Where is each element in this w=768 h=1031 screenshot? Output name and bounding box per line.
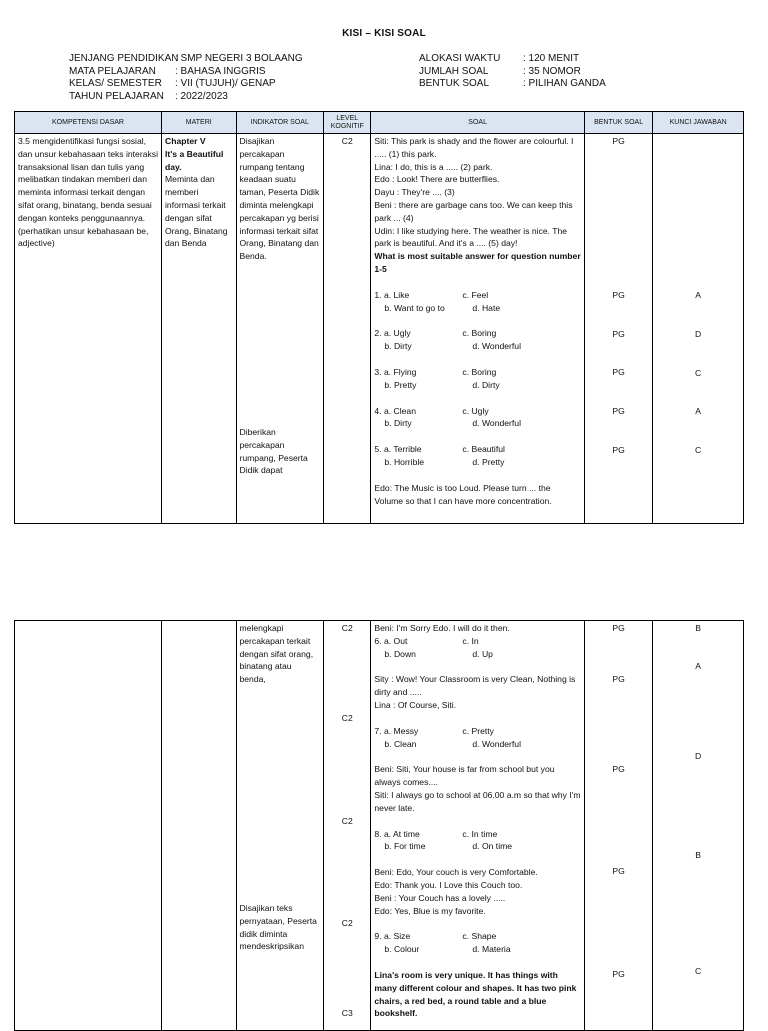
dialog-line: Beni: I'm Sorry Edo. I will do it then. bbox=[374, 623, 510, 633]
bentuk-soal: PG bbox=[612, 444, 625, 455]
materi-cell bbox=[162, 621, 237, 1031]
bentuk-soal: PG bbox=[612, 673, 625, 684]
header-soal: SOAL bbox=[371, 112, 584, 134]
kd-cell bbox=[15, 621, 162, 1031]
answer-key: A bbox=[695, 660, 702, 671]
meta-left bbox=[69, 53, 303, 103]
kunci-cell bbox=[653, 134, 744, 524]
dialog-line: Beni: Siti, Your house is far from school but you always comes.... bbox=[374, 764, 555, 788]
meta-key: JENJANG PENDIDIKAN bbox=[69, 53, 179, 64]
bentuk-cell bbox=[584, 621, 652, 1031]
question-options: 1. a. Like c. Feel b. Want to go to d. Hate bbox=[374, 289, 501, 313]
meta-value: : BAHASA INGGRIS bbox=[175, 65, 266, 77]
meta-key: MATA PELAJARAN bbox=[69, 65, 156, 77]
document-title: KISI – KISI SOAL bbox=[342, 28, 426, 39]
materi-topic: It's a Beautiful day. bbox=[165, 148, 224, 172]
answer-key: C bbox=[695, 367, 702, 378]
meta-key: ALOKASI WAKTU bbox=[419, 53, 501, 64]
materi-cell bbox=[162, 134, 237, 524]
bentuk-soal: PG bbox=[612, 866, 625, 877]
level-value: C3 bbox=[341, 1008, 353, 1019]
meta-key: BENTUK SOAL bbox=[419, 78, 490, 89]
meta-value: : 2022/2023 bbox=[175, 90, 228, 102]
meta-value: : PILIHAN GANDA bbox=[523, 78, 606, 89]
header-indikator: INDIKATOR SOAL bbox=[236, 112, 324, 134]
header-kunci: KUNCI JAWABAN bbox=[653, 112, 744, 134]
bentuk-soal: PG bbox=[612, 406, 625, 417]
table-row bbox=[15, 621, 744, 1031]
bentuk-soal: PG bbox=[612, 136, 625, 146]
level-value: C2 bbox=[341, 815, 353, 826]
meta-key: TAHUN PELAJARAN bbox=[69, 90, 164, 102]
dialog-line: Lina: I do, this is a ..... (2) park. bbox=[374, 161, 493, 172]
dialog-line: Udin: I like studying here. The weather is nice. The park is beautiful. And it's a .... (5) day! bbox=[374, 225, 568, 249]
indikator-cell bbox=[236, 134, 324, 524]
question-instruction: What is most suitable answer for question number 1-5 bbox=[374, 251, 581, 274]
header-kompetensi: KOMPETENSI DASAR bbox=[15, 112, 162, 134]
soal-cell: Beni: I'm Sorry Edo. I will do it then. 6. a. Out c. In b. Down d. Up Sity : Wow! Your Classroom is very Clean, Nothing is dirty and ..... Lina : Of Course, Siti. 7. a. Messy c. Pretty b. Clean d. Wonderful Beni: Siti, Your house is far from school but you always comes.... Siti: I always go to school at 06.00 a.m so that why I'm never late. 8. a. At time c. In time b. For time d. On time Beni: Edo, Your couch is very Comfortable. Edo: Thank you. I Love this Couch too. Beni : Your Couch has a lovely ..... Edo: Yes, Blue is my favorite. 9. a. Size c. Shape b. Colour d. Materia Lina's room is very unique. It has things with many different colour and shapes. It has two pink chairs, a red bed, a round table and a blue bookshelf. bbox=[371, 621, 584, 1031]
meta-value: : VII (TUJUH)/ GENAP bbox=[175, 78, 276, 89]
header-materi: MATERI bbox=[162, 112, 237, 134]
question-options: 2. a. Ugly c. Boring b. Dirty d. Wonderful bbox=[374, 328, 521, 352]
meta-right bbox=[419, 53, 606, 91]
dialog-line: Lina : Of Course, Siti. bbox=[374, 699, 457, 710]
level-value: C2 bbox=[341, 623, 353, 633]
dialog-line: Edo: Thank you. I Love this Couch too. bbox=[374, 879, 523, 890]
kunci-cell bbox=[653, 621, 744, 1031]
dialog-line: Beni : there are garbage cans too. We can keep this park ... (4) bbox=[374, 199, 573, 223]
kd-cell: 3.5 mengidentifikasi fungsi sosial, dan unsur kebahasaan teks interaksi transaksional lisan dan tulis yang melibatkan tindakan memberi dan meminta informasi terkait dengan sifat orang, binatang, benda sesuai dengan konteks penggunaannya. (perhatikan unsur kebahasaan be, adjective) bbox=[15, 134, 162, 524]
bentuk-cell bbox=[584, 134, 652, 524]
meta-value: : SMP NEGERI 3 BOLAANG bbox=[175, 53, 303, 64]
materi-chapter: Chapter V bbox=[165, 136, 206, 146]
answer-key: D bbox=[695, 750, 702, 761]
dialog-line: Beni : Your Couch has a lovely ..... bbox=[374, 892, 506, 903]
answer-key: C bbox=[695, 445, 702, 456]
meta-value: : 35 NOMOR bbox=[523, 65, 581, 77]
level-cell bbox=[324, 621, 371, 1031]
question-options: 3. a. Flying c. Boring b. Pretty d. Dirty bbox=[374, 366, 500, 390]
answer-key: C bbox=[695, 966, 702, 977]
indikator-text: Diberikan percakapan rumpang, Peserta Didik dapat bbox=[239, 426, 308, 476]
table-header-row bbox=[15, 112, 744, 134]
answer-key: D bbox=[695, 328, 702, 339]
indikator-text: Disajikan teks pernyataan, Peserta didik diminta mendeskripsikan bbox=[239, 902, 317, 952]
indikator-text: Disajikan percakapan rumpang tentang keadaan suatu taman, Peserta Didik diminta melengkapi percakapan yg berisi informasi terkait sifat Orang, Binatang dan Benda. bbox=[239, 136, 320, 262]
level-value: C2 bbox=[341, 918, 353, 929]
dialog-line: Siti: I always go to school at 06.00 a.m so that why I'm never late. bbox=[374, 789, 581, 813]
dialog-line: Lina's room is very unique. It has things with many different colour and shapes. It has two pink chairs, a red bed, a round table and a blue bookshelf. bbox=[374, 969, 577, 1019]
header-bentuk: BENTUK SOAL bbox=[584, 112, 652, 134]
meta-key: JUMLAH SOAL bbox=[419, 65, 489, 77]
answer-key: A bbox=[695, 406, 702, 417]
table-row bbox=[15, 134, 744, 524]
question-options: 5. a. Terrible c. Beautiful b. Horrible d. Pretty bbox=[374, 444, 505, 467]
indikator-text: melengkapi percakapan terkait dengan sifat orang, binatang atau benda, bbox=[239, 623, 314, 685]
dialog-line: Edo : Look! There are butterflies. bbox=[374, 174, 500, 185]
dialog-line: Siti: This park is shady and the flower are colourful. I ..... (1) this park. bbox=[374, 136, 574, 159]
kisi-table-page-1 bbox=[14, 111, 744, 524]
dialog-line: Edo: The Music is too Loud. Please turn ... the Volume so that I can have more concentration. bbox=[374, 482, 552, 506]
bentuk-soal: PG bbox=[612, 623, 625, 633]
materi-desc: Meminta dan memberi informasi terkait dengan sifat Orang, Binatang dan Benda bbox=[165, 174, 228, 249]
header-level: LEVEL KOGNITIF bbox=[324, 112, 371, 134]
bentuk-soal: PG bbox=[612, 328, 625, 339]
question-options: 4. a. Clean c. Ugly b. Dirty d. Wonderful bbox=[374, 405, 521, 429]
bentuk-soal: PG bbox=[612, 289, 625, 300]
meta-value: : 120 MENIT bbox=[523, 53, 580, 64]
level-value: C2 bbox=[341, 712, 353, 723]
dialog-line: Sity : Wow! Your Classroom is very Clean, Nothing is dirty and ..... bbox=[374, 674, 576, 698]
dialog-line: Dayu : They're .... (3) bbox=[374, 187, 455, 198]
indikator-cell bbox=[236, 621, 324, 1031]
soal-cell bbox=[371, 134, 584, 524]
answer-key: A bbox=[695, 290, 702, 300]
bentuk-soal: PG bbox=[612, 763, 625, 774]
bentuk-soal: PG bbox=[612, 969, 625, 980]
answer-key: B bbox=[695, 850, 702, 861]
dialog-line: Edo: Yes, Blue is my favorite. bbox=[374, 905, 486, 916]
meta-key: KELAS/ SEMESTER bbox=[69, 78, 162, 89]
level-cell: C2 bbox=[324, 134, 371, 524]
kisi-table-page-2 bbox=[14, 620, 744, 1031]
answer-key: B bbox=[695, 623, 702, 633]
dialog-line: Beni: Edo, Your couch is very Comfortable. bbox=[374, 867, 538, 878]
bentuk-soal: PG bbox=[612, 367, 625, 378]
